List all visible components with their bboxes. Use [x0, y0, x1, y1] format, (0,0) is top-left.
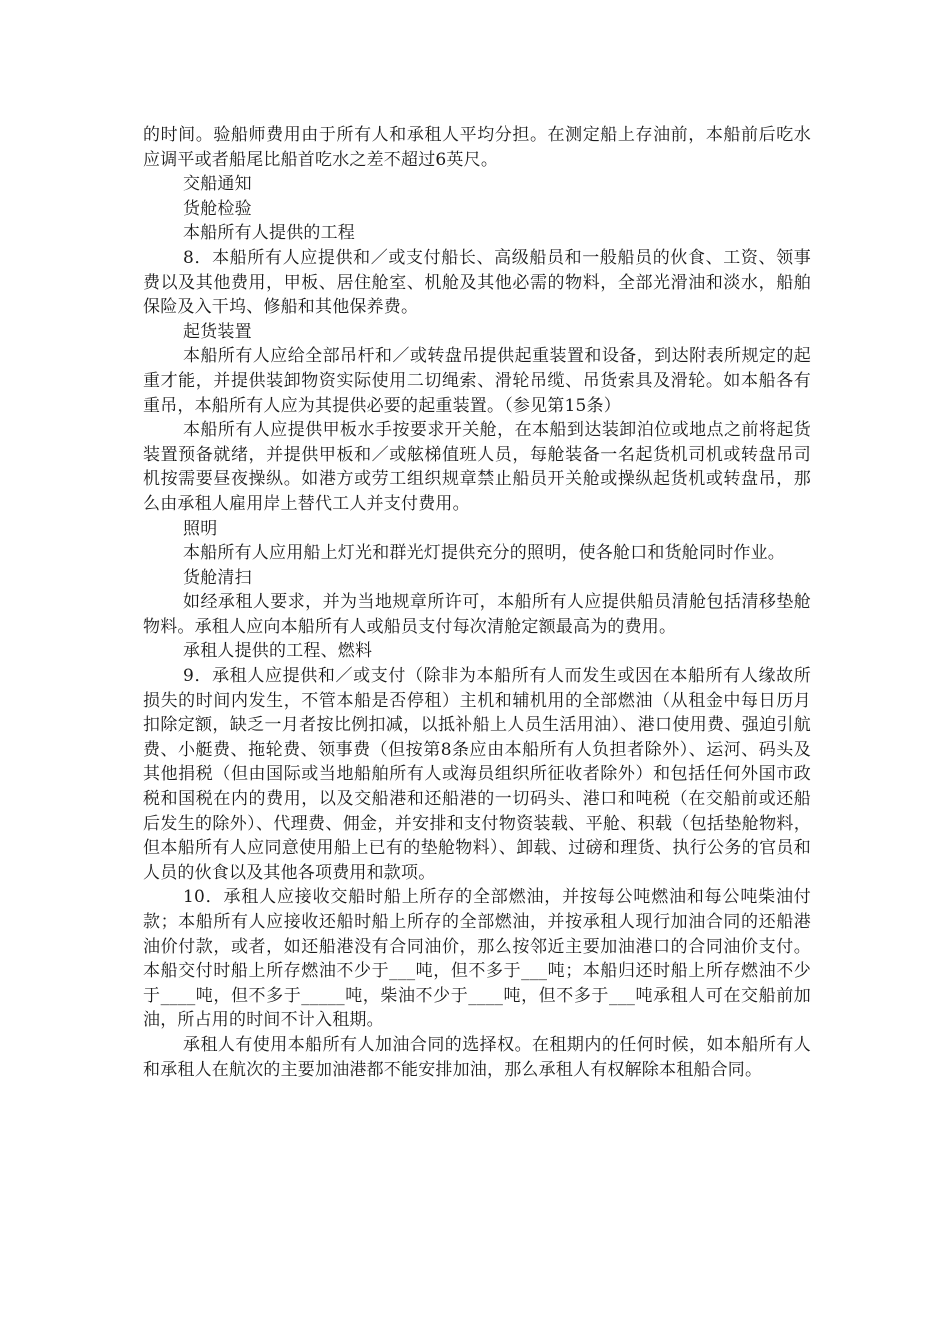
heading-hold-inspection: 货舱检验	[183, 198, 252, 219]
document-page	[143, 123, 811, 1082]
paragraph-clause-10: 10．承租人应接收交船时船上所存的全部燃油，并按每公吨燃油和每公吨柴油付款；本船所有人应接收还船时船上所存的全部燃油，并按承租人现行加油合同的还船港油价付款，或者，如还船港没有合同油价，那么按邻近主要加油港口的合同油价支付。本船交付时船上所存燃油不少于___吨，但不多于___吨；本船归还时船上所存燃油不少于____吨，但不多于_____吨，柴油不少于____吨，但不多于___吨承租人可在交船前加油，所占用的时间不计入租期。	[143, 887, 811, 1031]
heading-charterers-to-provide: 承租人提供的工程、燃料	[183, 641, 373, 662]
paragraph-continuation: 的时间。验船师费用由于所有人和承租人平均分担。在测定船上存油前，本船前后吃水应调平或者船尾比船首吃水之差不超过6英尺。	[143, 125, 811, 170]
paragraph-hatches-winchmen: 本船所有人应提供甲板水手按要求开关舱，在本船到达装卸泊位或地点之前将起货装置预备就绪，并提供甲板和／或舷梯值班人员，每舱装备一名起货机司机或转盘吊司机按需要昼夜操纵。如港方或劳工组织规章禁止船员开关舱或操纵起货机或转盘吊，那么由承租人雇用岸上替代工人并支付费用。	[143, 420, 811, 514]
paragraph-clause-9: 9．承租人应提供和／或支付（除非为本船所有人而发生或因在本船所有人缘故所损失的时间内发生，不管本船是否停租）主机和辅机用的全部燃油（从租金中每日历月扣除定额，缺乏一月者按比例扣减，以抵补船上人员生活用油）、港口使用费、强迫引航费、小艇费、拖轮费、领事费（但按第8条应由本船所有人负担者除外）、运河、码头及其他捐税（但由国际或当地船舶所有人或海员组织所征收者除外）和包括任何外国市政税和国税在内的费用，以及交船港和还船港的一切码头、港口和吨税（在交船前或还船后发生的除外）、代理费、佣金，并安排和支付物资装载、平舱、积载（包括垫舱物料，但本船所有人应同意使用船上已有的垫舱物料）、卸载、过磅和理货、执行公务的官员和人员的伙食以及其他各项费用和款项。	[143, 666, 811, 883]
heading-owners-to-provide: 本船所有人提供的工程	[183, 223, 355, 244]
paragraph-hold-cleaning: 如经承租人要求，并为当地规章所许可，本船所有人应提供船员清舱包括清移垫舱物料。承租人应向本船所有人或船员支付每次清舱定额最高为的费用。	[143, 592, 811, 637]
paragraph-bunkering-option: 承租人有使用本船所有人加油合同的选择权。在租期内的任何时候，如本船所有人和承租人在航次的主要加油港都不能安排加油，那么承租人有权解除本租船合同。	[143, 1034, 811, 1080]
heading-cargo-gear: 起货装置	[183, 321, 252, 342]
paragraph-cargo-gear: 本船所有人应给全部吊杆和／或转盘吊提供起重装置和设备，到达附表所规定的起重才能，并提供装卸物资实际使用二切绳索、滑轮吊缆、吊货索具及滑轮。如本船各有重吊，本船所有人应为其提供必要的起重装置。（参见第15条）	[143, 346, 811, 416]
heading-lighting: 照明	[183, 518, 218, 539]
heading-hold-cleaning: 货舱清扫	[183, 567, 252, 588]
paragraph-lighting: 本船所有人应用船上灯光和群光灯提供充分的照明，使各舱口和货舱同时作业。	[183, 543, 785, 564]
heading-delivery-notice: 交船通知	[183, 174, 252, 195]
paragraph-clause-8: 8．本船所有人应提供和／或支付船长、高级船员和一般船员的伙食、工资、领事费以及其他费用，甲板、居住舱室、机舱及其他必需的物料，全部光滑油和淡水，船舶保险及入干坞、修船和其他保养费。	[143, 247, 811, 318]
